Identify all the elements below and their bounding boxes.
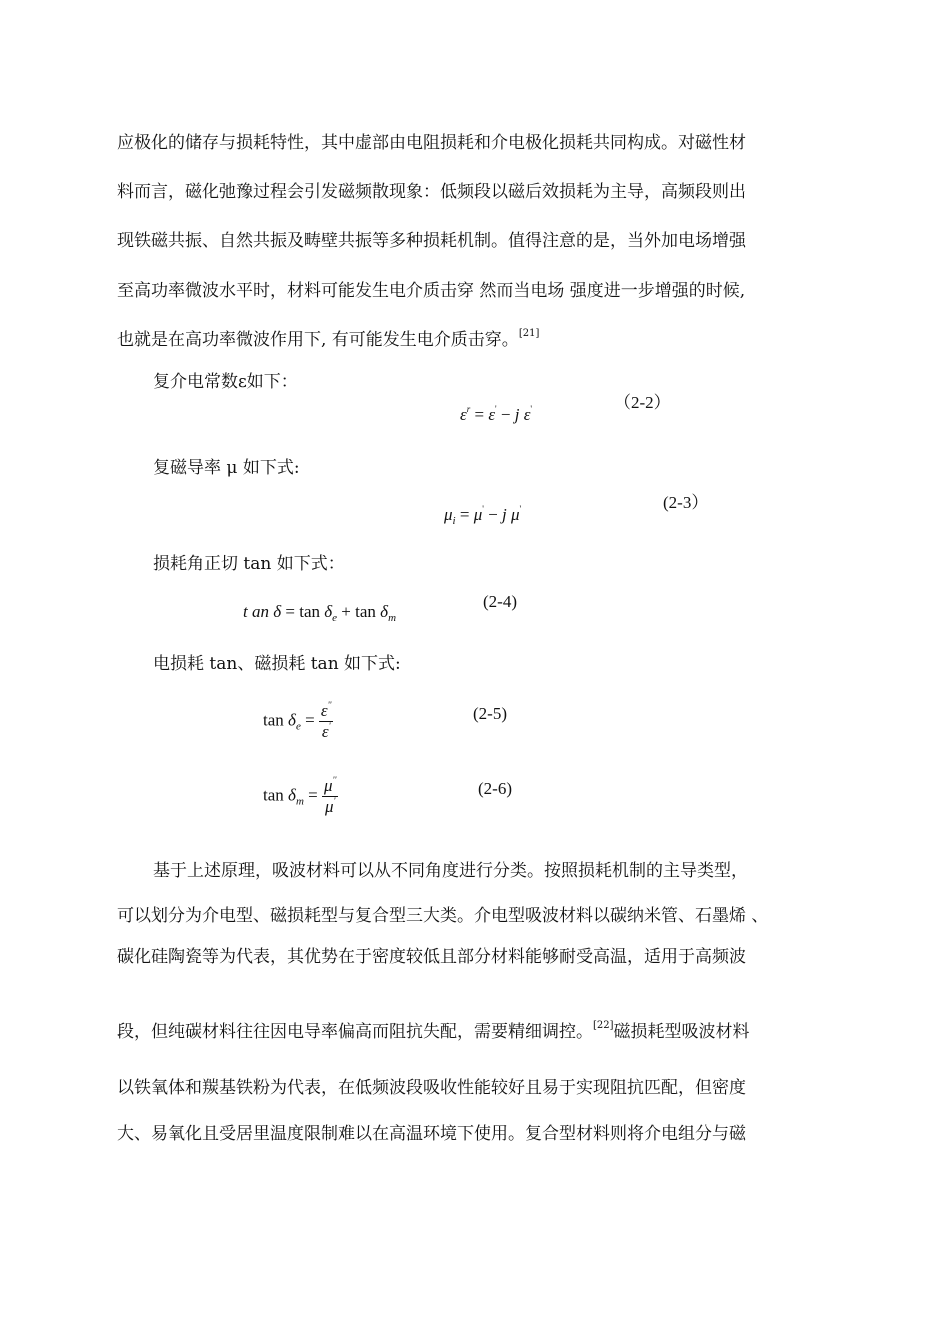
eq26-equals: = [303, 785, 322, 805]
eq23-lhs-sub: i [452, 515, 456, 527]
para2-line4 [117, 1019, 750, 1045]
para2-line2: 可以划分为介电型、磁损耗型与复合型三大类。介电型吸波材料以碳纳米管、石墨烯 、 [117, 906, 769, 926]
eq23-a: μ [473, 505, 483, 524]
eq25-denominator [319, 722, 334, 742]
eq25-equals: = [300, 710, 319, 730]
citation-22: [22] [593, 1020, 614, 1031]
eq23-lhs: μ [444, 505, 453, 524]
para2-line3: 碳化硅陶瓷等为代表，其优势在于密度较低且部分材料能够耐受高温，适用于高频波 [117, 947, 746, 967]
eq25-number: (2-5) [473, 704, 507, 723]
eq22-minus: − [496, 405, 515, 424]
eq23-equals: = [455, 505, 474, 524]
citation-21: [21] [518, 328, 540, 339]
para1-line4-serif: 然而当电场 强度进一步增强的时候, [474, 281, 746, 301]
eq22-b: ε [519, 405, 531, 424]
para2-line6: 大、易氧化且受居里温度限制难以在高温环境下使用。复合型材料则将介电组分与磁 [117, 1124, 746, 1144]
eq25-tan: tan [263, 710, 289, 730]
eq26-den-sup: ' [333, 796, 336, 806]
eq22-number: （2-2） [614, 393, 671, 412]
eq25-numerator [319, 701, 334, 722]
para2-line4-text: 段，但纯碳材料往往因电导率偏高而阻抗失配，需要精细调控。 [117, 1022, 593, 1042]
eq23-b: μ [506, 505, 520, 524]
para2-line1: 基于上述原理，吸波材料可以从不同角度进行分类。按照损耗机制的主导类型， [153, 861, 748, 881]
eq26-formula [263, 776, 338, 817]
eq26-delta-sub: m [295, 795, 304, 808]
eq22-a: ε [488, 405, 496, 424]
eq23-intro: 复磁导率 μ 如下式: [153, 458, 300, 478]
eq24-number: (2-4) [483, 592, 517, 611]
eq23-number: (2-3） [663, 493, 709, 512]
eq26-number: (2-6) [478, 779, 512, 798]
eq24-plus: + tan [337, 602, 381, 621]
eq25-den-sup: ' [328, 721, 331, 731]
eq23-j: j [501, 505, 507, 524]
eq22-a-sup: ' [495, 404, 497, 414]
eq23-a-sup: ' [482, 504, 484, 514]
para1-line3: 现铁磁共振、自然共振及畴壁共振等多种损耗机制。值得注意的是，当外加电场增强 [117, 231, 746, 251]
para1-line5-text: 也就是在高功率微波作用下, 有可能发生电介质击穿。 [117, 330, 519, 350]
para2-line4-tail: 磁损耗型吸波材料 [613, 1022, 750, 1042]
eq22-equals: = [470, 405, 489, 424]
eq25-formula [263, 701, 333, 742]
eq25-num-sup: '' [327, 700, 332, 710]
eq22-j: j [514, 405, 520, 424]
eq26-tan: tan [263, 785, 289, 805]
eq22-lhs-sup: r [466, 404, 471, 414]
eq25-delta: δ [288, 710, 296, 730]
eq23-minus: − [483, 505, 502, 524]
eq24-d1-sub: e [332, 612, 338, 624]
para1-line5 [117, 327, 539, 353]
eq25-intro: 电损耗 tan、磁损耗 tan 如下式: [153, 654, 401, 674]
para1-line2: 料而言，磁化弛豫过程会引发磁频散现象：低频段以磁后效损耗为主导，高频段则出 [117, 182, 746, 202]
eq24-lhs: t an δ [243, 602, 282, 621]
eq22-lhs: ε [460, 405, 467, 424]
eq24-equals: = tan [281, 602, 325, 621]
para1-line1: 应极化的储存与损耗特性，其中虚部由电阻损耗和介电极化损耗共同构成。对磁性材 [117, 133, 746, 153]
eq25-num-sym: ε [320, 701, 328, 720]
eq26-numerator [322, 776, 338, 797]
eq26-num-sup: '' [332, 775, 337, 785]
para1-line4 [117, 278, 745, 304]
eq23-b-sup: ' [519, 504, 522, 514]
eq24-d2: δ [380, 602, 389, 621]
eq25-den-sym: ε [321, 722, 329, 741]
eq26-fraction [322, 776, 338, 817]
eq23-formula [444, 504, 521, 526]
eq22-formula [460, 404, 532, 426]
para2-line5: 以铁氧体和羰基铁粉为代表，在低频波段吸收性能较好且易于实现阻抗匹配，但密度 [117, 1078, 746, 1098]
eq24-intro: 损耗角正切 tan 如下式： [153, 554, 345, 574]
eq24-d1: δ [324, 602, 333, 621]
eq24-d2-sub: m [388, 612, 397, 624]
eq22-b-sup: ' [530, 404, 533, 414]
eq26-den-sym: μ [324, 797, 334, 816]
eq24-formula [243, 601, 396, 623]
eq26-delta: δ [288, 785, 296, 805]
eq25-delta-sub: e [295, 720, 301, 733]
eq26-denominator [322, 797, 338, 817]
eq22-intro: 复介电常数ε如下： [153, 372, 298, 392]
eq26-num-sym: μ [323, 776, 333, 795]
para1-line4-sans: 至高功率微波水平时，材料可能发生电介质击穿 [117, 281, 474, 301]
eq25-fraction [319, 701, 334, 742]
